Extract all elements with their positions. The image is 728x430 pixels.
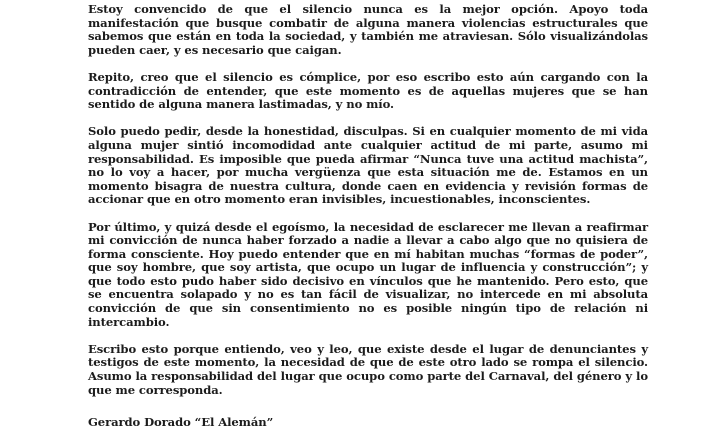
paragraph-4: Por último, y quizá desde el egoísmo, la necesidad de esclarecer me llevan a reafirmar mi convicción de nunca haber forzado a nadie a llevar a cabo algo que no quisiera de forma consciente. Hoy puedo entender que en mí habitan muchas “formas de poder”, que soy hombre, que soy artista, que ocupo un lugar de influencia y construcción”; y que todo esto pudo haber sido decisivo en vínculos que he mantenido. Pero esto, que se encuentra solapado y no es tan fácil de visualizar, no intercede en mi absoluta convicción de que sin consentimiento no es posible ningún tipo de relación ni intercambio.: [88, 219, 648, 329]
paragraph-2: Repito, creo que el silencio es cómplice, por eso escribo esto aún cargando con la contradicción de entender, que este momento es de aquellas mujeres que se han sentido de alguna manera lastimadas, y no mío.: [88, 69, 648, 112]
paragraph-5: Escribo esto porque entiendo, veo y leo, que existe desde el lugar de denunciantes y testigos de este momento, la necesidad de que de este otro lado se rompa el silencio. Asumo la responsabilidad del lugar que ocupo como parte del Carnaval, del género y lo que me corresponda.: [88, 341, 648, 397]
paragraph-3: Solo puedo pedir, desde la honestidad, disculpas. Si en cualquier momento de mi vida alguna mujer sintió incomodidad ante cualquier actitud de mi parte, asumo mi responsabilidad. Es imposible que pueda afirmar “Nunca tuve una actitud machista”, no lo voy a hacer, por mucha vergüenza que esta situación me de. Estamos en un momento bisagra de nuestra cultura, donde caen en evidencia y revisión formas de accionar que en otro momento eran invisibles, incuestionables, inconscientes.: [88, 124, 648, 207]
letter-document: [88, 3, 648, 430]
signature: Gerardo Dorado “El Alemán”: [88, 415, 274, 430]
paragraph-1: Estoy convencido de que el silencio nunca es la mejor opción. Apoyo toda manifestación que busque combatir de alguna manera violencias estructurales que sabemos que están en toda la sociedad, y también me atraviesan. Sólo visualizándolas pueden caer, y es necesario que caigan.: [88, 2, 648, 57]
